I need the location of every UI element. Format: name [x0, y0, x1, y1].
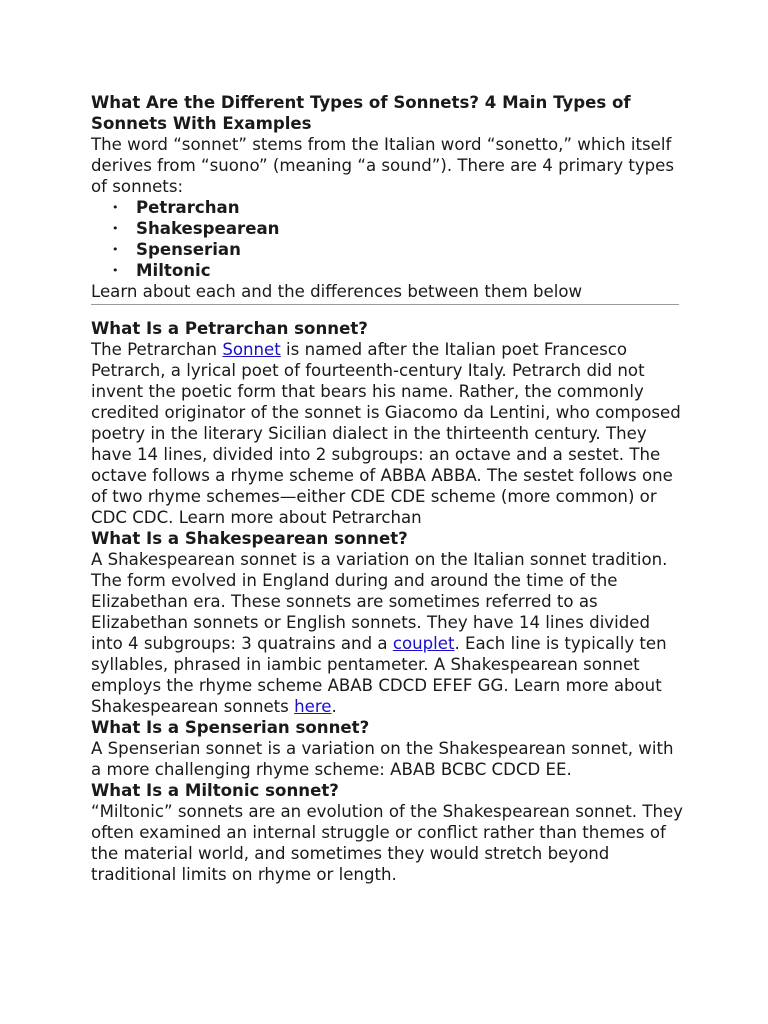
shakespearean-paragraph — [91, 549, 683, 717]
bullet-icon: • — [112, 243, 119, 256]
petrarchan-text-2: is named after the Italian poet Francesco Petrarch, a lyrical poet of fourteenth-century Italy. Petrarch did not invent the poetic form that bears his name. Rather, the commonly credited originator of the sonnet is Giacomo da Lentini, who composed poetry in the literary Sicilian dialect in the thirteenth century. They have 14 lines, divided into 2 subgroups: an octave and a sestet. The octave follows a rhyme scheme of ABBA ABBA. The sestet follows one of two rhyme schemes—either CDE CDE scheme (more common) or CDC CDC. Learn more about Petrarchan — [91, 340, 681, 527]
sonnet-types-list — [91, 197, 683, 281]
petrarchan-paragraph — [91, 339, 683, 528]
bullet-icon: • — [112, 201, 119, 214]
divider — [91, 304, 679, 305]
page-title: What Are the Different Types of Sonnets? 4 Main Types of Sonnets With Examples — [91, 93, 631, 133]
list-item — [112, 239, 683, 260]
shakespearean-text-2: . Each line is typically ten syllables, phrased in iambic pentameter. A Shakespearean sonnet employs the rhyme scheme ABAB CDCD EFEF GG. Learn more about Shakespearean sonnets — [91, 634, 667, 716]
list-item-label: Shakespearean — [136, 219, 280, 238]
outro-paragraph: Learn about each and the differences between them below — [91, 282, 583, 301]
shakespearean-text-3: . — [331, 697, 337, 716]
shakespearean-heading: What Is a Shakespearean sonnet? — [91, 529, 408, 548]
miltonic-heading: What Is a Miltonic sonnet? — [91, 781, 339, 800]
miltonic-paragraph: “Miltonic” sonnets are an evolution of the Shakespearean sonnet. They often examined an internal struggle or conflict rather than themes of the material world, and sometimes they would stretch beyond traditional limits on rhyme or length. — [91, 802, 684, 884]
list-item — [112, 197, 683, 218]
list-item — [112, 218, 683, 239]
here-link[interactable]: here — [294, 697, 332, 716]
intro-paragraph: The word “sonnet” stems from the Italian word “sonetto,” which itself derives from “suono” (meaning “a sound”). There are 4 primary types of sonnets: — [91, 135, 675, 196]
list-item — [112, 260, 683, 281]
bullet-icon: • — [112, 222, 119, 235]
list-item-label: Miltonic — [136, 261, 211, 280]
petrarchan-heading: What Is a Petrarchan sonnet? — [91, 319, 368, 338]
sonnet-link[interactable]: Sonnet — [222, 340, 281, 359]
couplet-link[interactable]: couplet — [392, 634, 455, 653]
bullet-icon: • — [112, 264, 119, 277]
list-item-label: Spenserian — [136, 240, 241, 259]
spenserian-paragraph: A Spenserian sonnet is a variation on the Shakespearean sonnet, with a more challenging rhyme scheme: ABAB BCBC CDCD EE. — [91, 739, 674, 779]
petrarchan-text-1: The Petrarchan — [91, 340, 223, 359]
list-item-label: Petrarchan — [136, 198, 240, 217]
spenserian-heading: What Is a Spenserian sonnet? — [91, 718, 370, 737]
document-page — [91, 92, 683, 885]
shakespearean-text-1: A Shakespearean sonnet is a variation on the Italian sonnet tradition. The form evolved in England during and around the time of the Elizabethan era. These sonnets are sometimes referred to as Elizabethan sonnets or English sonnets. They have 14 lines divided into 4 subgroups: 3 quatrains and a — [91, 550, 668, 653]
